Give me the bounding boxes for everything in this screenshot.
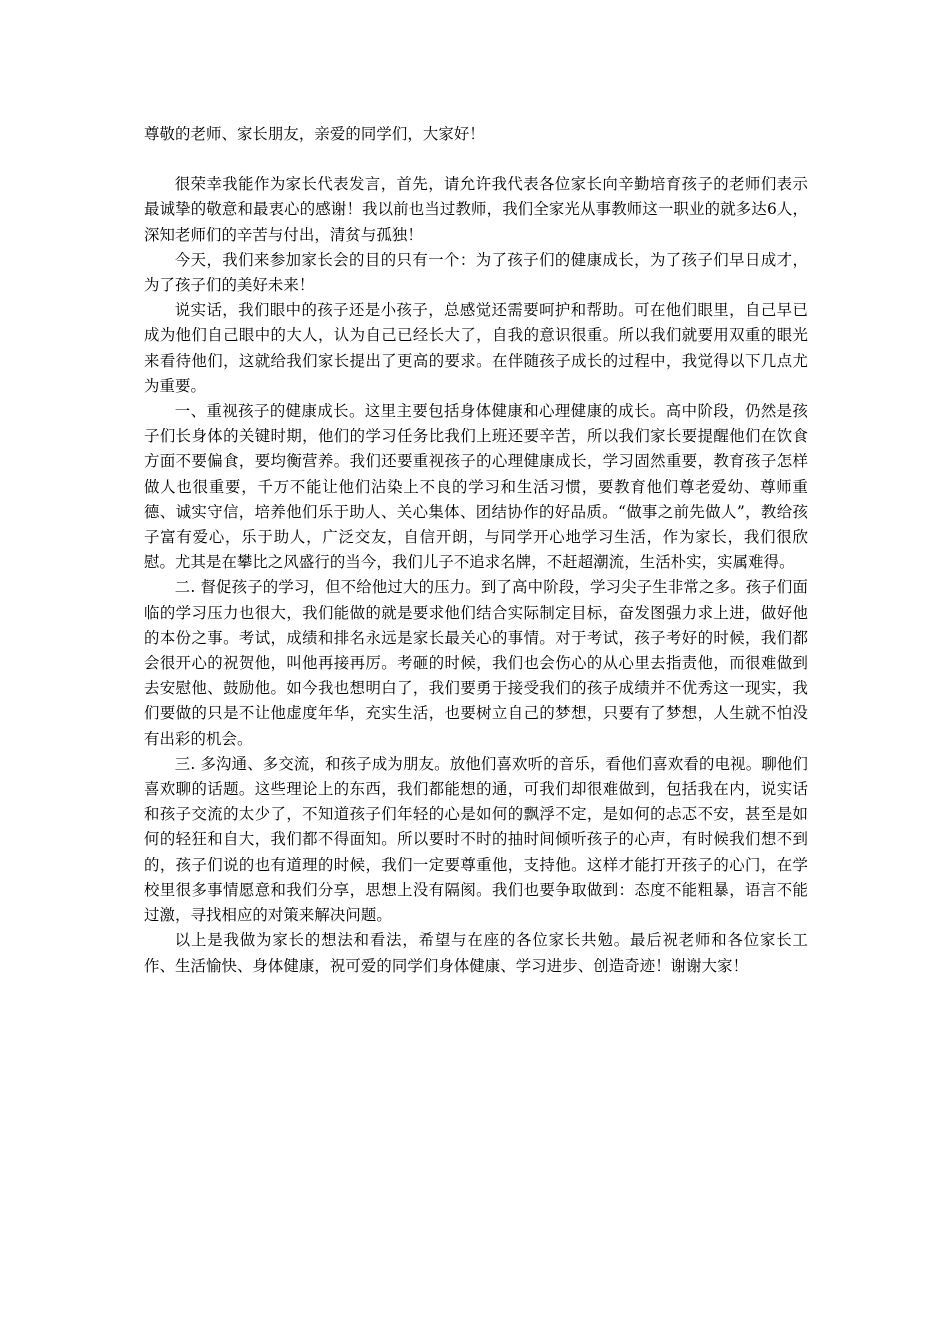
greeting-line: 尊敬的老师、家长朋友，亲爱的同学们，大家好！	[144, 125, 485, 143]
paragraph-point-study: 二. 督促孩子的学习，但不给他过大的压力。到了高中阶段，学习尖子生非常之多。孩子们面临的学习压力也很大，我们能做的就是要求他们结合实际制定目标，奋发图强力求上进，做好他的本份之事。考试，成绩和排名永远是家长最关心的事情。对于考试，孩子考好的时候，我们都会很开心的祝贺他，叫他再接再厉。考砸的时候，我们也会伤心的从心里去指责他，而很难做到去安慰他、鼓励他。如今我也想明白了，我们要勇于接受我们的孩子成绩并不优秀这一现实，我们要做的只是不让他虚度年华，充实生活，也要树立自己的梦想，只要有了梦想，人生就不怕没有出彩的机会。	[144, 578, 808, 748]
document-body	[144, 122, 808, 979]
paragraph-purpose: 今天，我们来参加家长会的目的只有一个：为了孩子们的健康成长，为了孩子们早日成才，为了孩子们的美好未来！	[144, 250, 808, 295]
paragraph-closing: 以上是我做为家长的想法和看法，希望与在座的各位家长共勉。最后祝老师和各位家长工作、生活愉快、身体健康，祝可爱的同学们身体健康、学习进步、创造奇迹！谢谢大家！	[144, 931, 808, 975]
paragraph-point-communication: 三. 多沟通、多交流，和孩子成为朋友。放他们喜欢听的音乐，看他们喜欢看的电视。聊他们喜欢聊的话题。这些理论上的东西，我们都能想的通，可我们却很难做到，包括我在内，说实话和孩子交流的太少了，不知道孩子们年轻的心是如何的飘浮不定，是如何的忐忑不安，甚至是如何的轻狂和自大，我们都不得面知。所以要时不时的抽时间倾听孩子的心声，有时候我们想不到的，孩子们说的也有道理的时候，我们一定要尊重他，支持他。这样才能打开孩子的心门，在学校里很多事情愿意和我们分享，思想上没有隔阂。我们也要争取做到：态度不能粗暴，语言不能过激，寻找相应的对策来解决问题。	[144, 754, 808, 925]
paragraph-intro-thanks: 很荣幸我能作为家长代表发言，首先，请允许我代表各位家长向辛勤培育孩子的老师们表示最诚挚的敬意和最衷心的感谢！我以前也当过教师，我们全家光从事教师这一职业的就多达6人，深知老师们的辛苦与付出，清贫与孤独！	[144, 175, 808, 244]
paragraph-point-health: 一、重视孩子的健康成长。这里主要包括身体健康和心理健康的成长。高中阶段，仍然是孩子们长身体的关键时期，他们的学习任务比我们上班还要辛苦，所以我们家长要提醒他们在饮食方面不要偏食，要均衡营养。我们还要重视孩子的心理健康成长，学习固然重要，教育孩子怎样做人也很重要，千万不能让他们沾染上不良的学习和生活习惯，要教育他们尊老爱幼、尊师重德、诚实守信，培养他们乐于助人、关心集体、团结协作的好品质。“做事之前先做人”，教给孩子富有爱心，乐于助人，广泛交友，自信开朗，与同学开心地学习生活，作为家长，我们很欣慰。尤其是在攀比之风盛行的当今，我们儿子不追求名牌，不赶超潮流，生活朴实，实属难得。	[144, 402, 808, 572]
paragraph-perspective: 说实话，我们眼中的孩子还是小孩子，总感觉还需要呵护和帮助。可在他们眼里，自己早已成为他们自己眼中的大人，认为自己已经长大了，自我的意识很重。所以我们就要用双重的眼光来看待他们，这就给我们家长提出了更高的要求。在伴随孩子成长的过程中，我觉得以下几点尤为重要。	[144, 301, 808, 395]
